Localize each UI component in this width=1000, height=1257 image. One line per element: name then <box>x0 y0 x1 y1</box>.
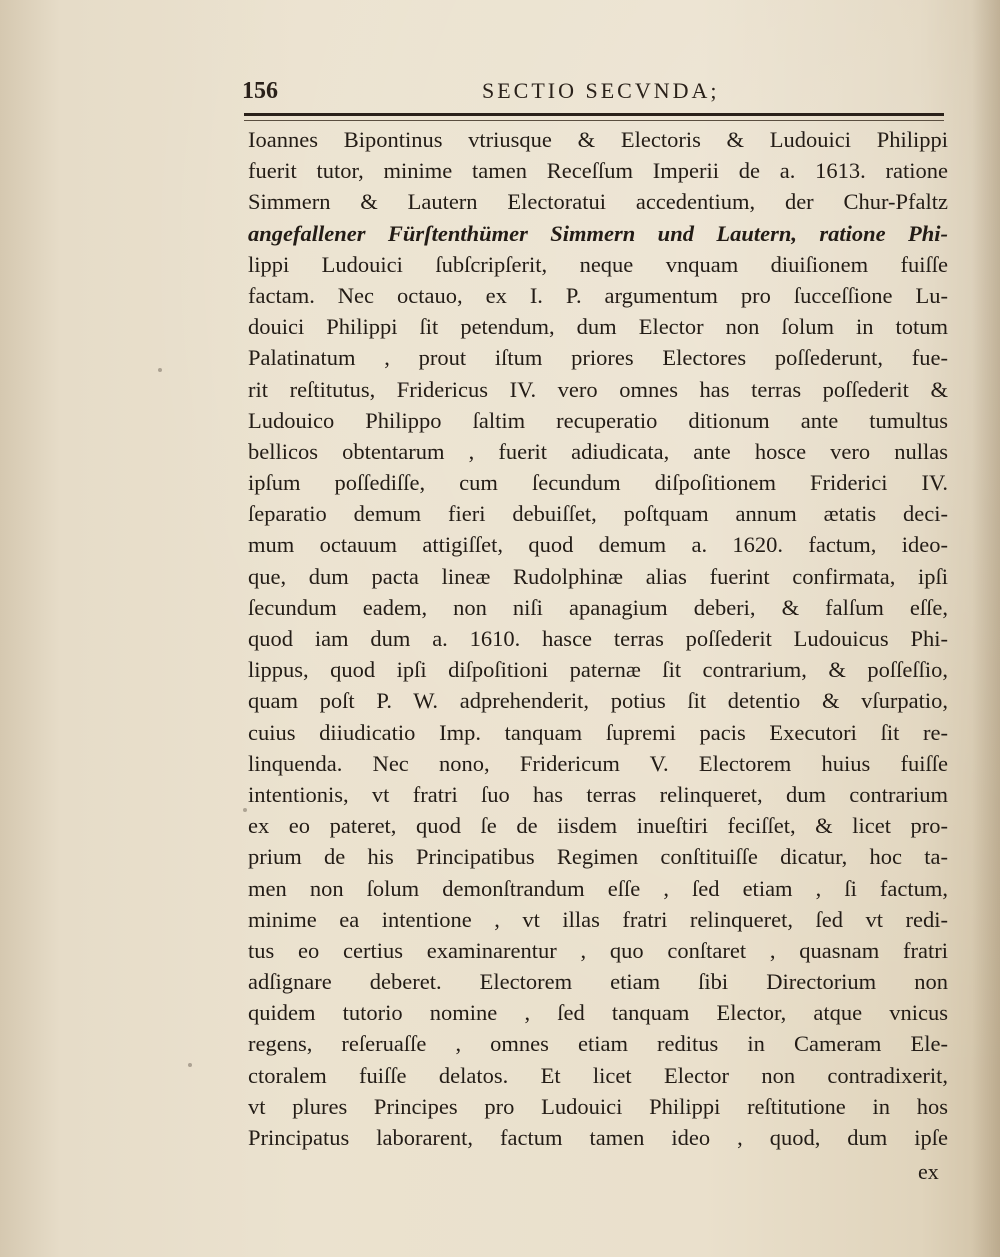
page-header <box>242 76 947 112</box>
text-line: factam. Nec octauo, ex I. P. argumentum pro ſucceſſione Lu- <box>248 282 948 308</box>
text-line: regens, reſeruaſſe , omnes etiam reditus in Cameram Ele- <box>248 1031 948 1057</box>
text-line: prium de his Principatibus Regimen conſtituiſſe dicatur, hoc ta- <box>248 844 948 870</box>
text-line: ſeparatio demum fieri debuiſſet, poſtquam annum ætatis deci- <box>248 501 948 527</box>
text-line: douici Philippi ſit petendum, dum Elector non ſolum in totum <box>248 314 948 340</box>
text-line: fuerit tutor, minime tamen Receſſum Imperii de a. 1613. ratione <box>248 158 948 184</box>
body-text <box>248 124 948 1153</box>
text-line: adſignare deberet. Electorem etiam ſibi Directorium non <box>248 969 948 995</box>
text-line: Palatinatum , prout iſtum priores Electores poſſederunt, fue- <box>248 345 948 371</box>
text-line: Principatus laborarent, factum tamen ideo , quod, dum ipſe <box>248 1125 948 1150</box>
text-line: bellicos obtentarum , fuerit adiudicata, ante hosce vero nullas <box>248 438 948 464</box>
text-line: ſecundum eadem, non niſi apanagium deberi, & falſum eſſe, <box>248 594 948 620</box>
text-line: rit reſtitutus, Fridericus IV. vero omnes has terras poſſederit & <box>248 376 948 402</box>
paper-speck <box>158 368 162 372</box>
text-line: quidem tutorio nomine , ſed tanquam Elector, atque vnicus <box>248 1000 948 1026</box>
paper-speck <box>188 1063 192 1067</box>
text-line: cuius diiudicatio Imp. tanquam ſupremi pacis Executori ſit re- <box>248 719 948 745</box>
text-line: men non ſolum demonſtrandum eſſe , ſed etiam , ſi factum, <box>248 875 948 901</box>
paper-speck <box>243 808 247 812</box>
text-line: que, dum pacta lineæ Rudolphinæ alias fuerint confirmata, ipſi <box>248 563 948 589</box>
text-line: linquenda. Nec nono, Fridericum V. Electorem huius fuiſſe <box>248 750 948 776</box>
text-line: lippus, quod ipſi diſpoſitioni paternæ ſit contrarium, & poſſeſſio, <box>248 657 948 683</box>
text-line: Ludouico Philippo ſaltim recuperatio ditionum ante tumultus <box>248 407 948 433</box>
text-line-italic: angefallener Fürſtenthümer Simmern und Lautern, ratione Phi- <box>248 220 948 246</box>
text-line: mum octauum attigiſſet, quod demum a. 1620. factum, ideo- <box>248 532 948 558</box>
text-line: minime ea intentione , vt illas fratri relinqueret, ſed vt redi- <box>248 906 948 932</box>
text-line: intentionis, vt fratri ſuo has terras relinqueret, dum contrarium <box>248 781 948 807</box>
header-rule-thin <box>244 120 944 121</box>
text-line: ipſum poſſediſſe, cum ſecundum diſpoſitionem Friderici IV. <box>248 470 948 496</box>
text-line: quod iam dum a. 1610. hasce terras poſſederit Ludouicus Phi- <box>248 626 948 651</box>
text-line: lippi Ludouici ſubſcripſerit, neque vnquam diuiſionem fuiſſe <box>248 251 948 277</box>
running-head: SECTIO SECVNDA; <box>482 78 720 103</box>
page-number: 156 <box>242 78 278 104</box>
text-line: ctoralem fuiſſe delatos. Et licet Elector non contradixerit, <box>248 1062 948 1088</box>
text-line: tus eo certius examinarentur , quo conſtaret , quasnam fratri <box>248 937 948 963</box>
text-line: quam poſt P. W. adprehenderit, potius ſit detentio & vſurpatio, <box>248 688 948 714</box>
text-line: Ioannes Bipontinus vtriusque & Electoris & Ludouici Philippi <box>248 127 948 152</box>
catchword: ex <box>918 1159 939 1184</box>
header-rule <box>244 113 944 116</box>
page-gutter-shadow <box>972 0 1000 1257</box>
text-line: ex eo pateret, quod ſe de iisdem inueſtiri feciſſet, & licet pro- <box>248 813 948 839</box>
text-line: Simmern & Lautern Electoratui accedentium, der Chur-Pfaltz <box>248 189 948 215</box>
text-line: vt plures Principes pro Ludouici Philippi reſtitutione in hos <box>248 1093 948 1119</box>
